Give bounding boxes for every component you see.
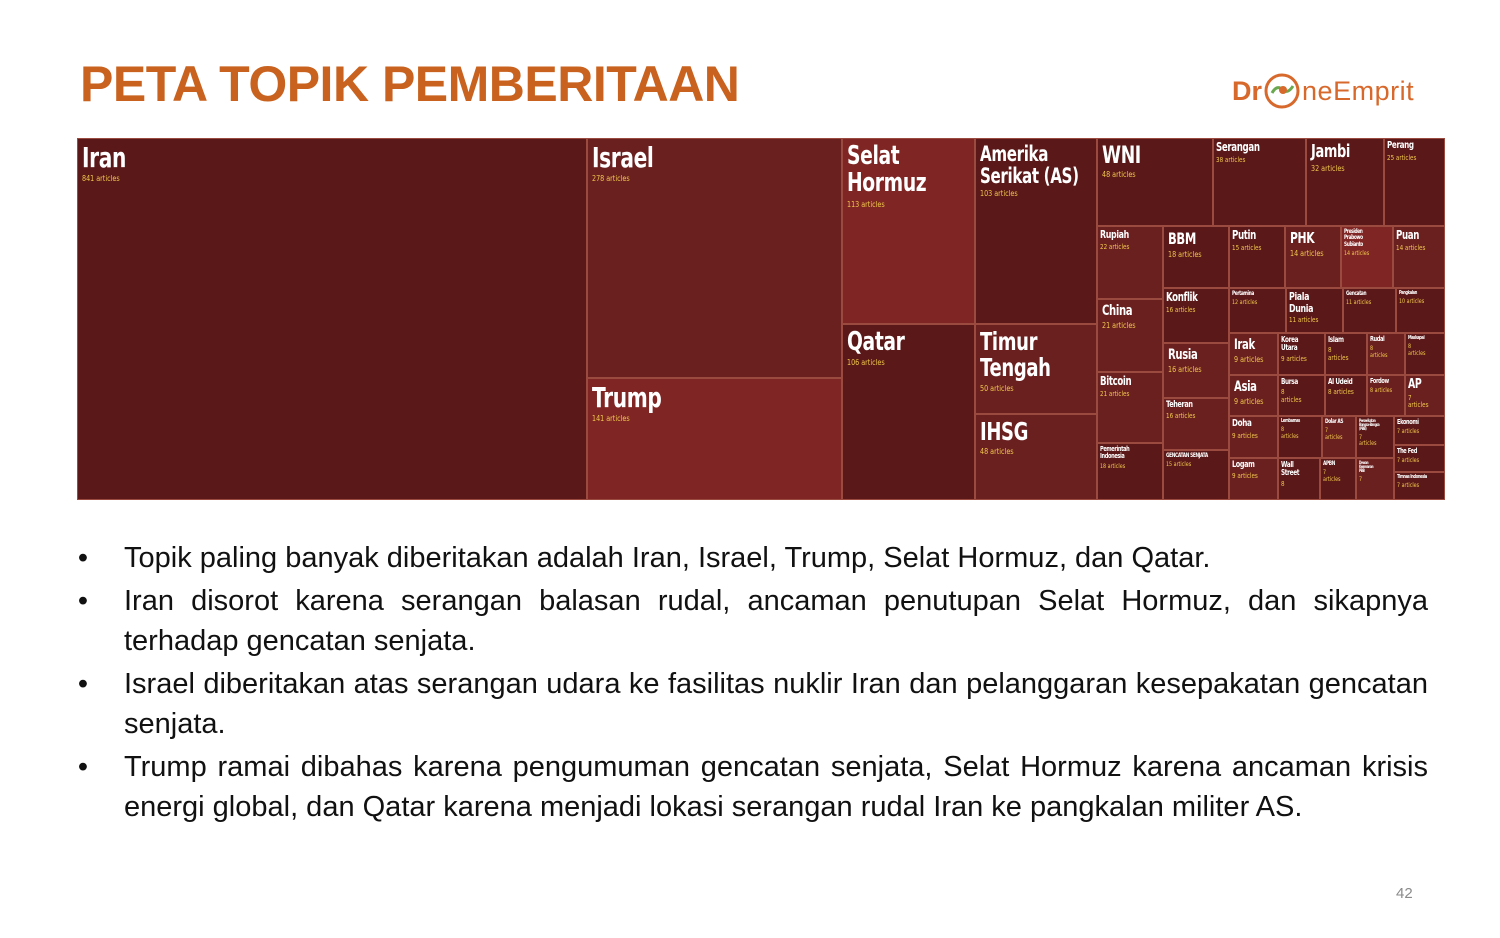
treemap-tile — [1229, 333, 1278, 375]
treemap-tile-label: Rudal — [1370, 335, 1385, 343]
treemap-tile — [1306, 138, 1384, 226]
treemap-tile-label: Iran — [82, 141, 126, 174]
treemap-tile-label: Putin — [1232, 228, 1256, 242]
treemap-tile-count: 8 — [1281, 479, 1285, 488]
treemap-tile-label: PHK — [1290, 229, 1315, 247]
treemap-tile-count: 7 articles — [1397, 457, 1420, 465]
treemap-tile — [1097, 299, 1163, 372]
treemap-tile-label: Presiden Prabowo Subianto — [1344, 228, 1363, 248]
treemap-tile-count: 8 articles — [1281, 426, 1299, 440]
treemap-tile-count: 8 articles — [1408, 343, 1426, 357]
treemap-tile-label: Maskapai — [1408, 335, 1425, 341]
treemap-tile-label: Puan — [1396, 228, 1420, 242]
treemap-tile-label: Rusia — [1168, 347, 1198, 363]
treemap-tile-count: 50 articles — [980, 383, 1014, 393]
treemap-tile-label: AP — [1408, 377, 1422, 392]
treemap-tile — [1367, 333, 1405, 375]
treemap-tile-count: 7 articles — [1408, 393, 1429, 410]
treemap-tile-label: Timur Tengah — [980, 327, 1051, 383]
treemap-tile-label: Pertamina — [1232, 290, 1254, 297]
treemap-tile-label: Logam — [1232, 460, 1255, 470]
treemap-tile — [975, 414, 1097, 500]
treemap-tile — [1405, 333, 1445, 375]
treemap-tile — [1229, 288, 1286, 333]
treemap-tile-count: 15 articles — [1232, 243, 1262, 252]
treemap-tile-count: 25 articles — [1387, 153, 1417, 162]
treemap-tile-count: 38 articles — [1216, 155, 1246, 164]
bullet-text: Topik paling banyak diberitakan adalah Iran, Israel, Trump, Selat Hormuz, dan Qatar. — [124, 542, 1211, 574]
treemap-tile — [1229, 375, 1278, 416]
treemap-tile — [1163, 450, 1229, 500]
treemap-tile — [587, 138, 842, 378]
treemap-tile-count: 16 articles — [1166, 305, 1196, 314]
treemap-tile-label: Qatar — [847, 327, 905, 357]
bullet-text: Trump ramai dibahas karena pengumuman gencatan senjata, Selat Hormuz karena ancaman krisis energi global, dan Qatar karena menjadi lokasi serangan rudal Iran ke pangkalan militer AS. — [124, 750, 1428, 823]
treemap-tile-label: Perang — [1387, 140, 1414, 151]
treemap-tile — [1405, 375, 1445, 416]
bullet-dot: • — [77, 584, 89, 617]
treemap-tile-count: 8 articles — [1328, 346, 1349, 363]
treemap-tile-count: 18 articles — [1168, 249, 1202, 259]
treemap-tile — [1097, 226, 1163, 299]
treemap-tile-label: Rupiah — [1100, 228, 1129, 241]
treemap-tile-count: 9 articles — [1232, 472, 1258, 481]
bullet-text: Iran disorot karena serangan balasan rudal, ancaman penutupan Selat Hormuz, dan sikapnya terhadap gencatan senjata. — [124, 584, 1428, 657]
treemap-tile-label: Wall Street — [1281, 460, 1300, 478]
treemap-tile-label: Dewan Keamanan PBB — [1359, 460, 1374, 474]
treemap-tile-label: Timnas Indonesia — [1397, 474, 1427, 480]
treemap-tile — [1356, 458, 1394, 500]
treemap-tile — [1356, 416, 1394, 458]
treemap-tile-label: Korea Utara — [1281, 335, 1299, 353]
treemap-tile — [1394, 416, 1445, 445]
treemap-tile-count: 18 articles — [1100, 462, 1126, 470]
treemap-tile — [1396, 288, 1445, 333]
logo-text-part3: Emprit — [1333, 75, 1415, 106]
treemap-tile — [1278, 375, 1325, 416]
treemap-tile-count: 841 articles — [82, 174, 120, 184]
bullet-dot: • — [77, 542, 89, 574]
treemap-tile — [975, 138, 1097, 324]
treemap-tile-label: Bursa — [1281, 377, 1298, 386]
treemap-tile-count: 9 articles — [1232, 431, 1258, 440]
treemap-tile-label: Serangan — [1216, 140, 1260, 154]
treemap-tile — [1320, 458, 1356, 500]
treemap-tile-label: IHSG — [980, 417, 1029, 446]
treemap-tile-count: 14 articles — [1396, 243, 1426, 252]
bullet-dot: • — [77, 750, 89, 783]
treemap-tile-count: 9 articles — [1234, 396, 1264, 406]
treemap-tile-label: Gencatan — [1346, 290, 1367, 297]
treemap-tile — [1097, 372, 1163, 443]
slide-title: PETA TOPIK PEMBERITAAN — [80, 56, 740, 112]
treemap-tile — [587, 378, 842, 500]
treemap-tile — [1343, 288, 1396, 333]
treemap-tile — [842, 324, 975, 500]
drone-emprit-logo — [1232, 62, 1442, 120]
treemap-tile-count: 103 articles — [980, 189, 1018, 199]
treemap-tile-count: 7 articles — [1359, 433, 1377, 448]
treemap-tile-label: Asia — [1234, 379, 1257, 395]
treemap-tile-count: 16 articles — [1168, 364, 1202, 374]
treemap-tile — [1097, 138, 1213, 226]
treemap-tile-count: 21 articles — [1102, 320, 1136, 330]
treemap-tile-label: BBM — [1168, 229, 1196, 248]
treemap-tile-count: 15 articles — [1166, 461, 1192, 469]
treemap-tile-count: 11 articles — [1289, 316, 1319, 325]
treemap-tile-label: Pemerintah Indonesia — [1100, 445, 1130, 461]
treemap-tile — [1278, 458, 1320, 500]
logo-text-part2: ne — [1302, 75, 1334, 106]
logo-text-part1: Dr — [1232, 75, 1263, 106]
treemap-tile-label: Dolar AS — [1325, 418, 1344, 425]
treemap-tile-label: Teheran — [1166, 400, 1193, 410]
treemap-tile-label: Pangkalan — [1399, 290, 1417, 296]
treemap-tile-label: Perserikatan Bangsa-Bangsa (PBB) — [1359, 418, 1380, 432]
treemap-tile-count: 8 articles — [1281, 388, 1302, 405]
treemap-tile-label: Doha — [1232, 418, 1252, 429]
treemap-tile — [1213, 138, 1306, 226]
treemap-tile — [1325, 333, 1367, 375]
treemap-tile-label: Selat Hormuz — [847, 141, 927, 199]
treemap-tile-label: The Fed — [1397, 447, 1417, 455]
treemap-tile-count: 48 articles — [980, 447, 1014, 457]
treemap-tile-count: 8 articles — [1370, 387, 1393, 395]
treemap-tile-label: Israel — [592, 141, 654, 174]
treemap-tile-count: 9 articles — [1234, 354, 1264, 364]
treemap-tile-count: 7 articles — [1323, 469, 1341, 483]
treemap-tile-label: Jambi — [1311, 141, 1350, 162]
treemap-tile — [1367, 375, 1405, 416]
treemap-tile-count: 10 articles — [1399, 298, 1425, 306]
treemap-tile-count: 32 articles — [1311, 163, 1345, 173]
treemap-tile-label: Amerika Serikat (AS) — [980, 142, 1079, 189]
treemap-tile-label: GENCATAN SENJATA — [1166, 452, 1208, 459]
treemap-tile-count: 113 articles — [847, 199, 885, 209]
treemap-tile — [1229, 226, 1285, 288]
treemap-tile-count: 11 articles — [1346, 299, 1372, 307]
treemap-tile — [1163, 398, 1229, 450]
treemap-tile-label: Lembamas — [1281, 418, 1300, 424]
treemap-tile-count: 22 articles — [1100, 242, 1130, 251]
topic-treemap — [77, 138, 1445, 500]
treemap-tile — [1341, 226, 1393, 288]
treemap-tile-count: 48 articles — [1102, 170, 1136, 180]
treemap-tile — [1097, 443, 1163, 500]
bullet-text: Israel diberitakan atas serangan udara ke fasilitas nuklir Iran dan pelanggaran kesepakatan gencatan senjata. — [124, 667, 1428, 740]
treemap-tile — [1285, 226, 1341, 288]
treemap-tile-count: 7 articles — [1397, 428, 1420, 436]
bullet-dot: • — [77, 667, 89, 700]
treemap-tile — [1163, 343, 1229, 398]
treemap-tile-label: APBN — [1323, 460, 1335, 467]
treemap-tile-label: Bitcoin — [1100, 374, 1132, 388]
treemap-tile — [77, 138, 587, 500]
treemap-tile-label: Irak — [1234, 337, 1255, 353]
treemap-tile-label: Fordow — [1370, 377, 1389, 385]
treemap-tile — [1394, 472, 1445, 500]
treemap-tile-label: China — [1102, 303, 1133, 319]
treemap-tile — [1384, 138, 1445, 226]
page-number: 42 — [1396, 885, 1413, 902]
drone-logo-icon — [1263, 72, 1301, 110]
treemap-tile — [1278, 333, 1325, 375]
treemap-tile — [1286, 288, 1343, 333]
bullet-list — [73, 538, 1428, 830]
treemap-tile — [1163, 288, 1229, 343]
treemap-tile-count: 9 articles — [1281, 354, 1307, 363]
treemap-tile-label: Ekonomi — [1397, 418, 1419, 426]
treemap-tile — [1229, 416, 1278, 458]
treemap-tile-count: 7 articles — [1397, 482, 1420, 490]
treemap-tile-label: Piala Dunia — [1289, 290, 1314, 315]
bullet-item — [73, 747, 1428, 828]
bullet-item — [73, 664, 1428, 745]
treemap-tile — [975, 324, 1097, 414]
bullet-item — [73, 581, 1428, 662]
treemap-tile — [1278, 416, 1322, 458]
treemap-tile-label: Trump — [592, 381, 662, 414]
treemap-tile-count: 141 articles — [592, 414, 630, 424]
treemap-tile-label: Islam — [1328, 335, 1344, 344]
treemap-tile — [1229, 458, 1278, 500]
treemap-tile-count: 7 — [1359, 475, 1363, 483]
treemap-tile-count: 106 articles — [847, 358, 885, 368]
treemap-tile — [1325, 375, 1367, 416]
treemap-tile — [842, 138, 975, 324]
treemap-tile-count: 14 articles — [1344, 249, 1370, 257]
bullet-item — [73, 538, 1428, 579]
treemap-tile — [1322, 416, 1356, 458]
treemap-tile-count: 8 articles — [1370, 345, 1388, 359]
treemap-tile-label: Konflik — [1166, 290, 1198, 304]
treemap-tile-count: 21 articles — [1100, 389, 1130, 398]
treemap-tile — [1394, 445, 1445, 472]
treemap-tile-count: 8 articles — [1328, 388, 1354, 397]
treemap-tile-count: 7 articles — [1325, 427, 1343, 441]
treemap-tile-label: WNI — [1102, 141, 1141, 169]
treemap-tile-count: 14 articles — [1290, 248, 1324, 258]
treemap-tile-count: 278 articles — [592, 174, 630, 184]
treemap-tile — [1163, 226, 1229, 288]
treemap-tile-count: 12 articles — [1232, 299, 1258, 307]
treemap-tile — [1393, 226, 1445, 288]
treemap-tile-label: Al Udeid — [1328, 377, 1353, 386]
treemap-tile-count: 16 articles — [1166, 412, 1196, 421]
